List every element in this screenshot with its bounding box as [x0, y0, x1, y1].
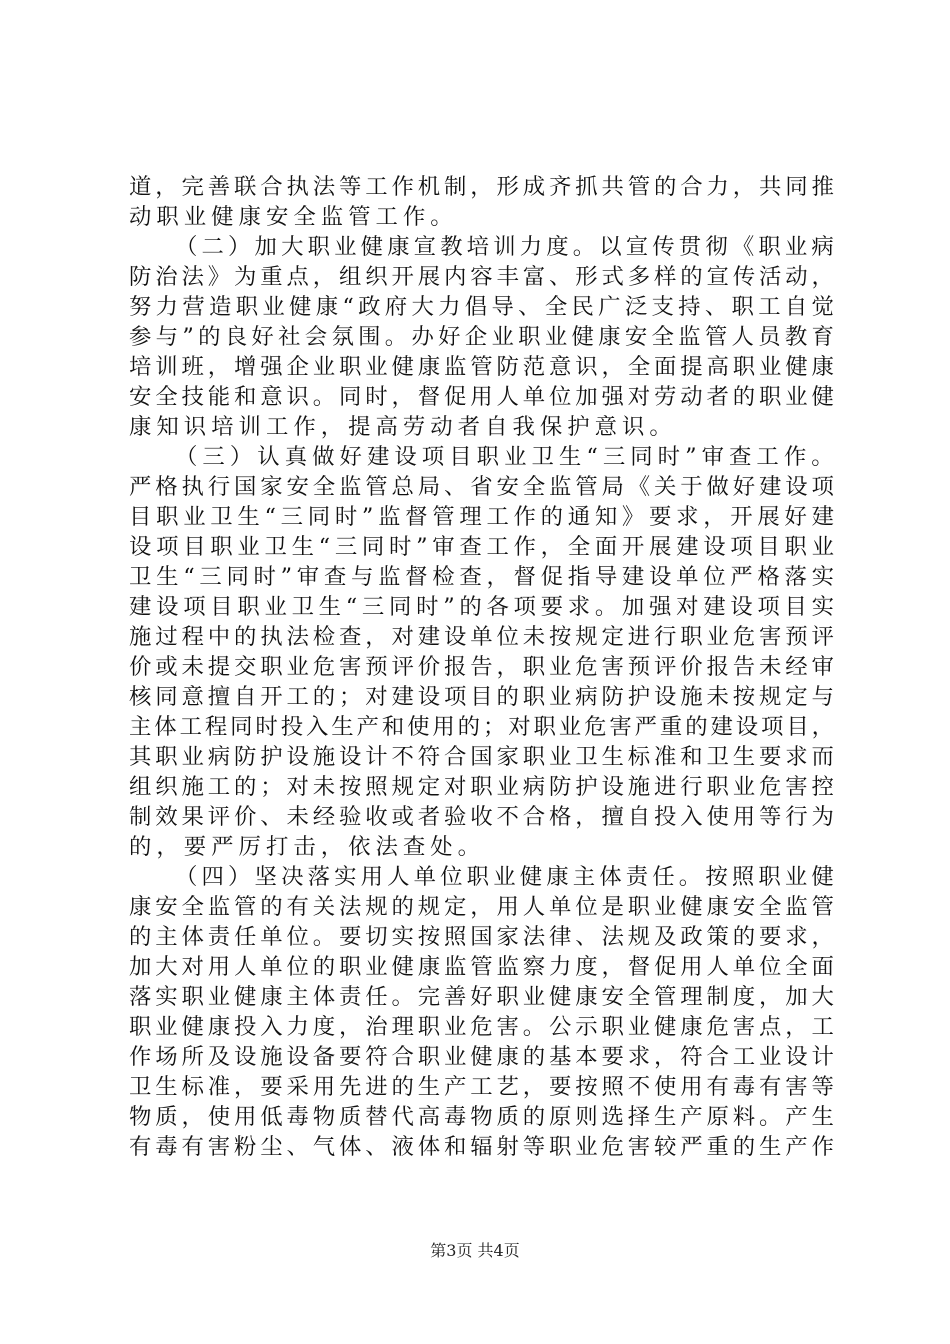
text-line: 康 安 全 监 管 的 有 关 法 规 的 规 定 ， 用 人 单 位 是 职 业 健 康 安 全 监 管 [129, 894, 834, 920]
text-line: 卫 生 标 准 ， 要 采 用 先 进 的 生 产 工 艺 ， 要 按 照 不 使 用 有 毒 有 害 等 [129, 1074, 834, 1100]
text-line: 其 职 业 病 防 护 设 施 设 计 不 符 合 国 家 职 业 卫 生 标 准 和 卫 生 要 求 而 [129, 744, 834, 770]
text-line: 物 质 ， 使 用 低 毒 物 质 替 代 高 毒 物 质 的 原 则 选 择 生 产 原 料 。 产 生 [129, 1104, 834, 1130]
text-line: 目 职 业 卫 生 “ 三 同 时 ” 监 督 管 理 工 作 的 通 知 》 要 求 ， 开 展 好 建 [129, 504, 834, 530]
text-line: 道 ， 完 善 联 合 执 法 等 工 作 机 制 ， 形 成 齐 抓 共 管 的 合 力 ， 共 同 推 [129, 174, 834, 200]
text-line: （ 四 ） 坚 决 落 实 用 人 单 位 职 业 健 康 主 体 责 任 。 按 照 职 业 健 [175, 864, 834, 890]
text-line: 的 主 体 责 任 单 位 。 要 切 实 按 照 国 家 法 律 、 法 规 及 政 策 的 要 求 ， [129, 924, 834, 950]
text-line: 核 同 意 擅 自 开 工 的 ； 对 建 设 项 目 的 职 业 病 防 护 设 施 未 按 规 定 与 [129, 684, 834, 710]
text-line: 职 业 健 康 投 入 力 度 ， 治 理 职 业 危 害 。 公 示 职 业 健 康 危 害 点 ， 工 [129, 1014, 834, 1040]
text-line: 康知识培训工作，提高劳动者自我保护意识。 [129, 414, 677, 440]
text-line: 有 毒 有 害 粉 尘 、 气 体 、 液 体 和 辐 射 等 职 业 危 害 较 严 重 的 生 产 作 [129, 1134, 834, 1160]
text-line: 培 训 班 ， 增 强 企 业 职 业 健 康 监 管 防 范 意 识 ， 全 面 提 高 职 业 健 康 [129, 354, 834, 380]
text-line: 动职业健康安全监管工作。 [129, 204, 458, 230]
text-line: 安 全 技 能 和 意 识 。 同 时 ， 督 促 用 人 单 位 加 强 对 劳 动 者 的 职 业 健 [129, 384, 834, 410]
text-line: 严 格 执 行 国 家 安 全 监 管 总 局 、 省 安 全 监 管 局 《 关 于 做 好 建 设 项 [129, 474, 834, 500]
text-line: 防 治 法 》 为 重 点 ， 组 织 开 展 内 容 丰 富 、 形 式 多 样 的 宣 传 活 动 ， [129, 264, 834, 290]
text-line: 落 实 职 业 健 康 主 体 责 任 。 完 善 好 职 业 健 康 安 全 管 理 制 度 ， 加 大 [129, 984, 834, 1010]
text-line: 努 力 营 造 职 业 健 康 “ 政 府 大 力 倡 导 、 全 民 广 泛 支 持 、 职 工 自 觉 [129, 294, 834, 320]
text-line: （ 二 ） 加 大 职 业 健 康 宣 教 培 训 力 度 。 以 宣 传 贯 彻 《 职 业 病 [175, 234, 834, 260]
document-body [129, 172, 834, 1162]
text-line: 制 效 果 评 价 、 未 经 验 收 或 者 验 收 不 合 格 ， 擅 自 投 入 使 用 等 行 为 [129, 804, 834, 830]
page-footer: 第3页 共4页 [430, 1241, 520, 1260]
text-line: 主 体 工 程 同 时 投 入 生 产 和 使 用 的 ； 对 职 业 危 害 严 重 的 建 设 项 目 ， [129, 714, 834, 740]
text-line: 设 项 目 职 业 卫 生 “ 三 同 时 ” 审 查 工 作 ， 全 面 开 展 建 设 项 目 职 业 [129, 534, 834, 560]
text-line: 建 设 项 目 职 业 卫 生 “ 三 同 时 ” 的 各 项 要 求 。 加 强 对 建 设 项 目 实 [129, 594, 834, 620]
text-line: 加 大 对 用 人 单 位 的 职 业 健 康 监 管 监 察 力 度 ， 督 促 用 人 单 位 全 面 [129, 954, 834, 980]
text-line: 卫 生 “ 三 同 时 ” 审 查 与 监 督 检 查 ， 督 促 指 导 建 设 单 位 严 格 落 实 [129, 564, 834, 590]
text-line: 参 与 ” 的 良 好 社 会 氛 围 。 办 好 企 业 职 业 健 康 安 全 监 管 人 员 教 育 [129, 324, 834, 350]
text-line: 组 织 施 工 的 ； 对 未 按 照 规 定 对 职 业 病 防 护 设 施 进 行 职 业 危 害 控 [129, 774, 834, 800]
text-line: 价 或 未 提 交 职 业 危 害 预 评 价 报 告 ， 职 业 危 害 预 评 价 报 告 未 经 审 [129, 654, 834, 680]
text-line: 作 场 所 及 设 施 设 备 要 符 合 职 业 健 康 的 基 本 要 求 ， 符 合 工 业 设 计 [129, 1044, 834, 1070]
text-line: （ 三 ） 认 真 做 好 建 设 项 目 职 业 卫 生 “ 三 同 时 ” 审 查 工 作 。 [175, 444, 834, 470]
text-line: 施 过 程 中 的 执 法 检 查 ， 对 建 设 单 位 未 按 规 定 进 行 职 业 危 害 预 评 [129, 624, 834, 650]
text-line: 的，要严厉打击，依法查处。 [129, 834, 486, 860]
